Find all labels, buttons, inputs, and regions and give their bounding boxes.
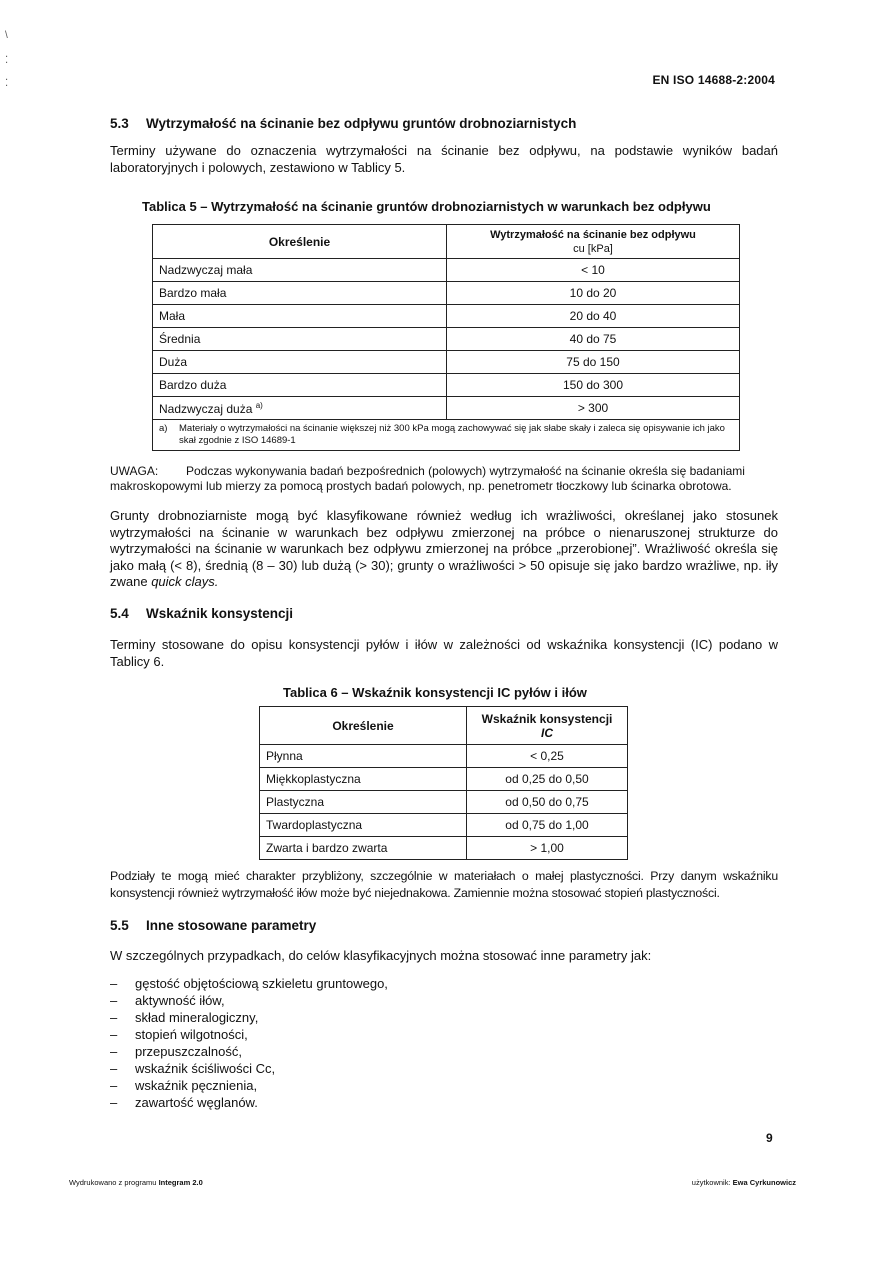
footer-program: Integram 2.0 [158,1178,203,1187]
list-item: – przepuszczalność, [110,1043,388,1060]
table-cell-value: od 0,25 do 0,50 [467,768,628,791]
table-cell-term: Płynna [260,745,467,768]
table-cell-term: Średnia [153,328,447,351]
table-cell-term: Miękkoplastyczna [260,768,467,791]
section-number: 5.3 [110,116,129,131]
col2-header-line2: IC [541,725,553,740]
table-row [260,814,628,837]
col2-header-line1: Wytrzymałość na ścinanie bez odpływu [490,228,696,241]
table-cell-value: od 0,75 do 1,00 [467,814,628,837]
section-5-3-intro: Terminy używane do oznaczenia wytrzymałości na ścinanie bez odpływu, na podstawie wyników badań laboratoryjnych i polowych, zestawiono w Tablicy 5. [110,143,778,175]
table-cell-term: Zwarta i bardzo zwarta [260,837,467,860]
table-row [153,351,740,374]
table-cell-term: Mała [153,305,447,328]
section-5-5-heading [110,918,316,933]
note-block [110,464,778,494]
footer-printed [69,1178,203,1187]
list-item: – skład mineralogiczny, [110,1009,388,1026]
list-item: – gęstość objętościową szkieletu gruntowego, [110,975,388,992]
table-cell-term: Bardzo mała [153,282,447,305]
table-cell-value: od 0,50 do 0,75 [467,791,628,814]
table-cell-term: Bardzo duża [153,374,447,397]
section-number: 5.4 [110,606,129,621]
section-5-4-heading [110,606,293,621]
footnote-mark: a) [255,400,263,410]
table-cell-value: > 1,00 [467,837,628,860]
list-item: – wskaźnik ściśliwości Cc, [110,1060,388,1077]
footer-user-name: Ewa Cyrkunowicz [732,1178,796,1187]
table-cell-value: 40 do 75 [447,328,740,351]
table-row [260,791,628,814]
table-cell-term [153,397,447,420]
table-row [153,282,740,305]
table-row [153,305,740,328]
note-text: Podczas wykonywania badań bezpośrednich (polowych) wytrzymałość na ścinanie określa się badaniami makroskopowymi lub mierzy za pomocą prostych badań polowych, np. penetrometr tłoczkowy lub ścinarka obrotowa. [110,464,745,493]
section-title: Wytrzymałość na ścinanie bez odpływu gruntów drobnoziarnistych [146,116,577,131]
table-row [153,374,740,397]
table-6 [259,706,628,860]
footnote-text: Materiały o wytrzymałości na ścinanie większej niż 300 kPa mogą zachowywać się jak słabe skały i zaleca się opisywanie ich jako skał zgodnie z ISO 14689-1 [179,423,725,446]
section-title: Inne stosowane parametry [146,918,317,933]
table-cell-value: 10 do 20 [447,282,740,305]
table-cell-term: Plastyczna [260,791,467,814]
table-row [260,768,628,791]
table-row [153,328,740,351]
footer-user [692,1178,796,1187]
table-5-col2-header [447,225,740,259]
table-5-col1-header: Określenie [153,225,447,259]
table-cell-value: > 300 [447,397,740,420]
table-6-col1-header: Określenie [260,707,467,745]
section-number: 5.5 [110,918,129,933]
divisions-paragraph: Podziały te mogą mieć charakter przybliżony, szczególnie w materiałach o małej plastyczności. Przy danym wskaźniku konsystencji również wytrzymałość iłów może być niejednakowa. Zamiennie można stosować stopień plastyczności. [110,869,778,900]
table-cell-value: < 10 [447,259,740,282]
table-cell-value: 150 do 300 [447,374,740,397]
sensitivity-text: Grunty drobnoziarniste mogą być klasyfikowane również według ich wrażliwości, określanej jako stosunek wytrzymałości na ścinanie w warunkach bez odpływu zmierzonej na próbce o nienaruszonej strukturze do wytrzymałości na ścinanie w warunkach bez odpływu zmierzonej na próbce „przerobionej”. Wrażliwość określa się jako małą (< 8), średnią (8 – 30) lub dużą (> 30); grunty o wrażliwości > 50 opisuje się jako bardzo wrażliwe, np. iły zwane [110,508,778,589]
table-cell-value: 20 do 40 [447,305,740,328]
table-6-caption: Tablica 6 – Wskaźnik konsystencji IC pyłów i iłów [283,685,587,700]
table-row [153,397,740,420]
quick-clays-term: quick clays. [151,574,219,589]
table-cell-term: Nadzwyczaj mała [153,259,447,282]
term-text: Nadzwyczaj duża [159,401,253,416]
list-item: – aktywność iłów, [110,992,388,1009]
table-5 [152,224,740,451]
table-footnote-row [153,420,740,451]
section-title: Wskaźnik konsystencji [146,606,294,621]
footer-user-prefix: użytkownik: [691,1178,731,1187]
table-cell-value: < 0,25 [467,745,628,768]
section-5-5-intro: W szczególnych przypadkach, do celów klasyfikacyjnych można stosować inne parametry jak: [110,948,652,963]
table-row [260,837,628,860]
table-cell-value: 75 do 150 [447,351,740,374]
table-5-footnote [153,420,740,451]
parameter-list [110,975,388,1111]
footer-printed-prefix: Wydrukowano z programu [69,1178,157,1187]
table-cell-term: Duża [153,351,447,374]
note-label: UWAGA: [110,464,159,478]
list-item: – stopień wilgotności, [110,1026,388,1043]
table-5-caption: Tablica 5 – Wytrzymałość na ścinanie gruntów drobnoziarnistych w warunkach bez odpływu [142,199,711,214]
table-6-col2-header [467,707,628,745]
col2-header-line1: Wskaźnik konsystencji [481,711,613,726]
scan-mark-1: \ [5,30,8,41]
section-5-4-intro: Terminy stosowane do opisu konsystencji pyłów i iłów w zależności od wskaźnika konsystencji (IC) podano w Tablicy 6. [110,637,778,669]
col2-header-line2: cu [kPa] [573,242,613,255]
table-row [153,259,740,282]
scan-mark-3: ⁚ [5,78,9,89]
page-number: 9 [766,1131,773,1145]
standard-header: EN ISO 14688-2:2004 [652,73,775,87]
list-item: – wskaźnik pęcznienia, [110,1077,388,1094]
scan-mark-2: ⁚ [5,55,9,66]
list-item: – zawartość węglanów. [110,1094,388,1111]
section-5-3-heading [110,116,576,131]
table-row [260,745,628,768]
table-cell-term: Twardoplastyczna [260,814,467,837]
footnote-mark: a) [159,423,168,434]
sensitivity-paragraph [110,508,778,591]
